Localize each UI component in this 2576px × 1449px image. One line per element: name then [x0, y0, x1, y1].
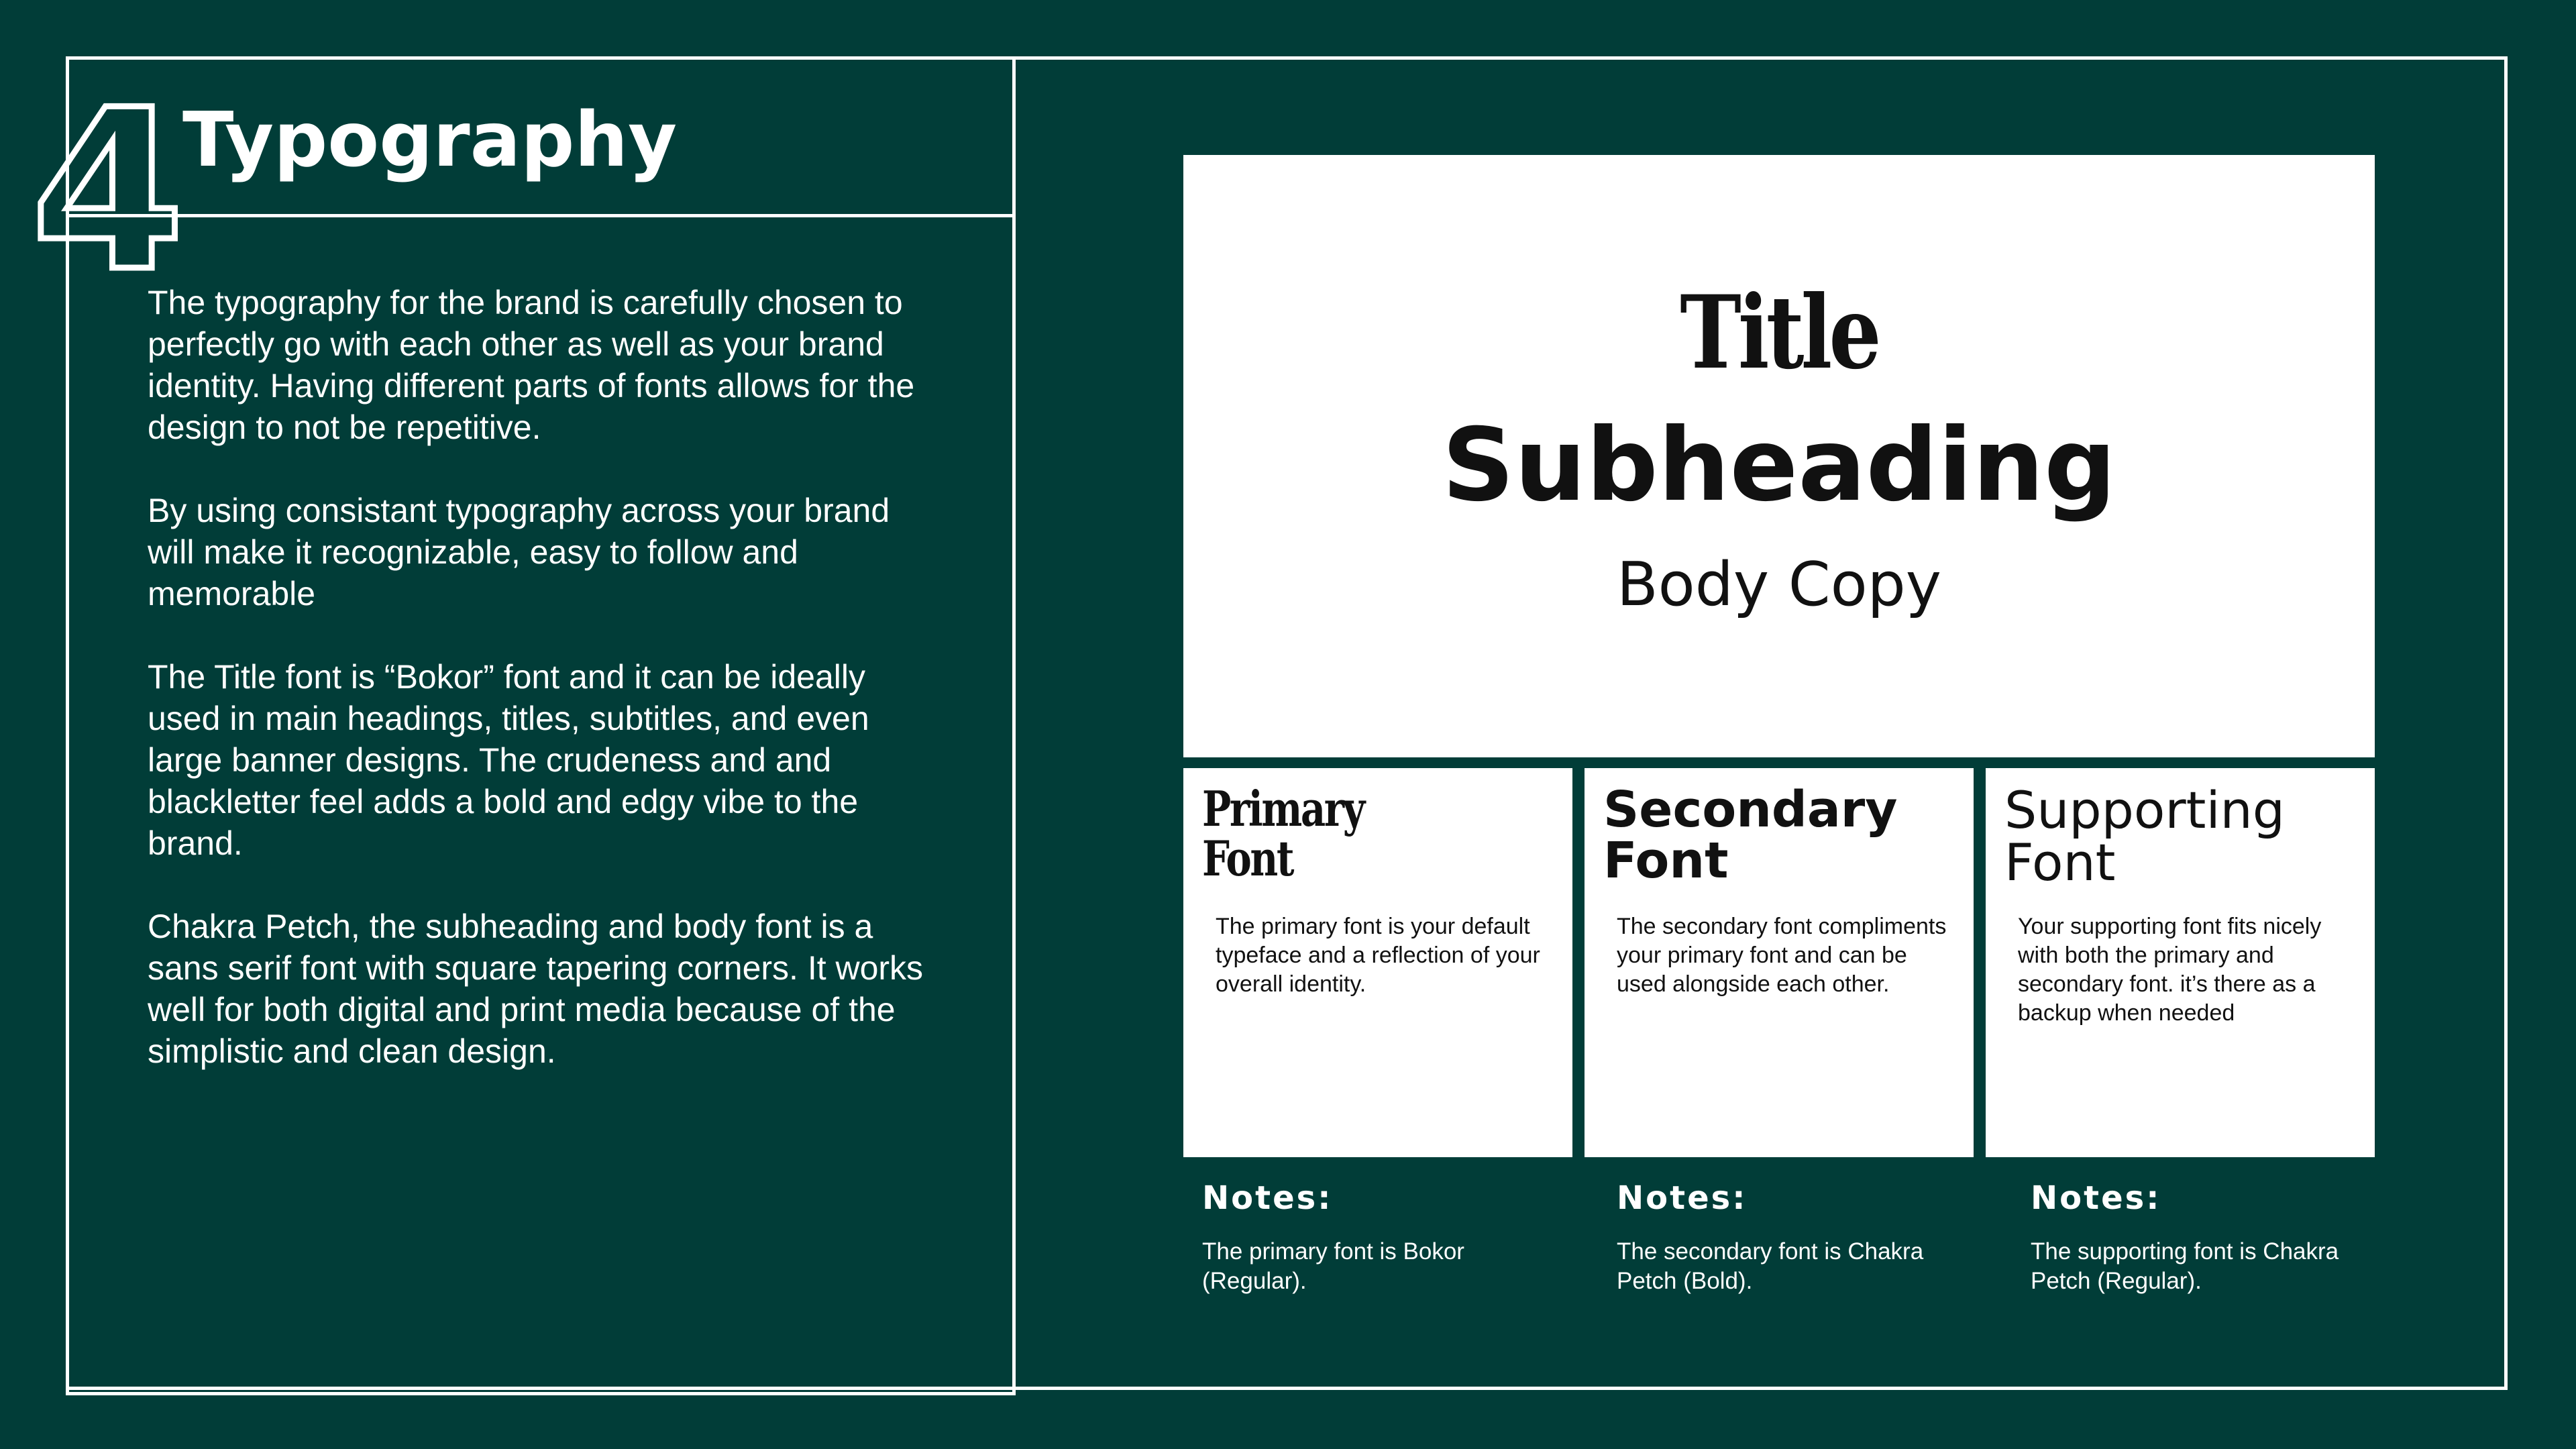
notes-label: Notes: [1202, 1179, 1333, 1217]
supporting-font-notes [2031, 1179, 2379, 1296]
secondary-font-heading [1603, 781, 1966, 890]
preview-body-copy: Body Copy [1616, 549, 1942, 620]
section-number: 4 [31, 62, 178, 320]
notes-label: Notes: [2031, 1179, 2161, 1217]
description-paragraph-3: The Title font is “Bokor” font and it can be ideally used in main headings, titles, subtitles, and even large banner designs. The crudeness and and blackletter feel adds a bold and edgy vibe to the brand. [148, 658, 869, 862]
supporting-font-heading-line2: Font [2004, 833, 2116, 892]
supporting-font-heading [2004, 780, 2367, 892]
secondary-font-card [1585, 768, 1974, 1157]
preview-title: Title [1680, 274, 1878, 392]
primary-font-heading-line2: Font [1202, 830, 1293, 887]
primary-font-heading-line1: Primary [1202, 780, 1364, 837]
primary-font-heading [1202, 780, 1492, 887]
secondary-font-heading-line1: Secondary [1603, 781, 1898, 839]
page-title: Typography [182, 97, 678, 184]
secondary-font-notes [1617, 1179, 1966, 1296]
primary-font-description: The primary font is your default typeface and a reflection of your overall identity. [1216, 914, 1540, 997]
supporting-font-card [1986, 768, 2375, 1157]
secondary-font-description: The secondary font compliments your primary font and can be used alongside each other. [1617, 914, 1947, 997]
typography-preview-card [1183, 155, 2375, 757]
title-divider [66, 214, 1016, 217]
preview-subheading: Subheading [1442, 407, 2116, 524]
primary-font-notes [1202, 1179, 1551, 1296]
supporting-font-description: Your supporting font fits nicely with both the primary and secondary font. it’s there as a backup when needed [2018, 914, 2322, 1026]
description-paragraph-2: By using consistant typography across your brand will make it recognizable, easy to follow and memorable [148, 492, 890, 612]
secondary-font-heading-line2: Font [1603, 832, 1729, 890]
notes-label: Notes: [1617, 1179, 1748, 1217]
description-paragraph-4: Chakra Petch, the subheading and body font is a sans serif font with square tapering corners. It works well for both digital and print media because of the simplistic and clean design. [148, 908, 924, 1070]
description-paragraph-1: The typography for the brand is carefully chosen to perfectly go with each other as well as your brand identity. Having different parts of fonts allows for the design to not be repetitive. [148, 284, 915, 446]
notes-text: The supporting font is Chakra Petch (Regular). [2031, 1238, 2339, 1294]
description-text [148, 282, 939, 1114]
notes-text: The primary font is Bokor (Regular). [1202, 1238, 1464, 1294]
primary-font-card [1183, 768, 1572, 1157]
supporting-font-heading-line1: Supporting [2004, 780, 2285, 840]
notes-text: The secondary font is Chakra Petch (Bold). [1617, 1238, 1924, 1294]
